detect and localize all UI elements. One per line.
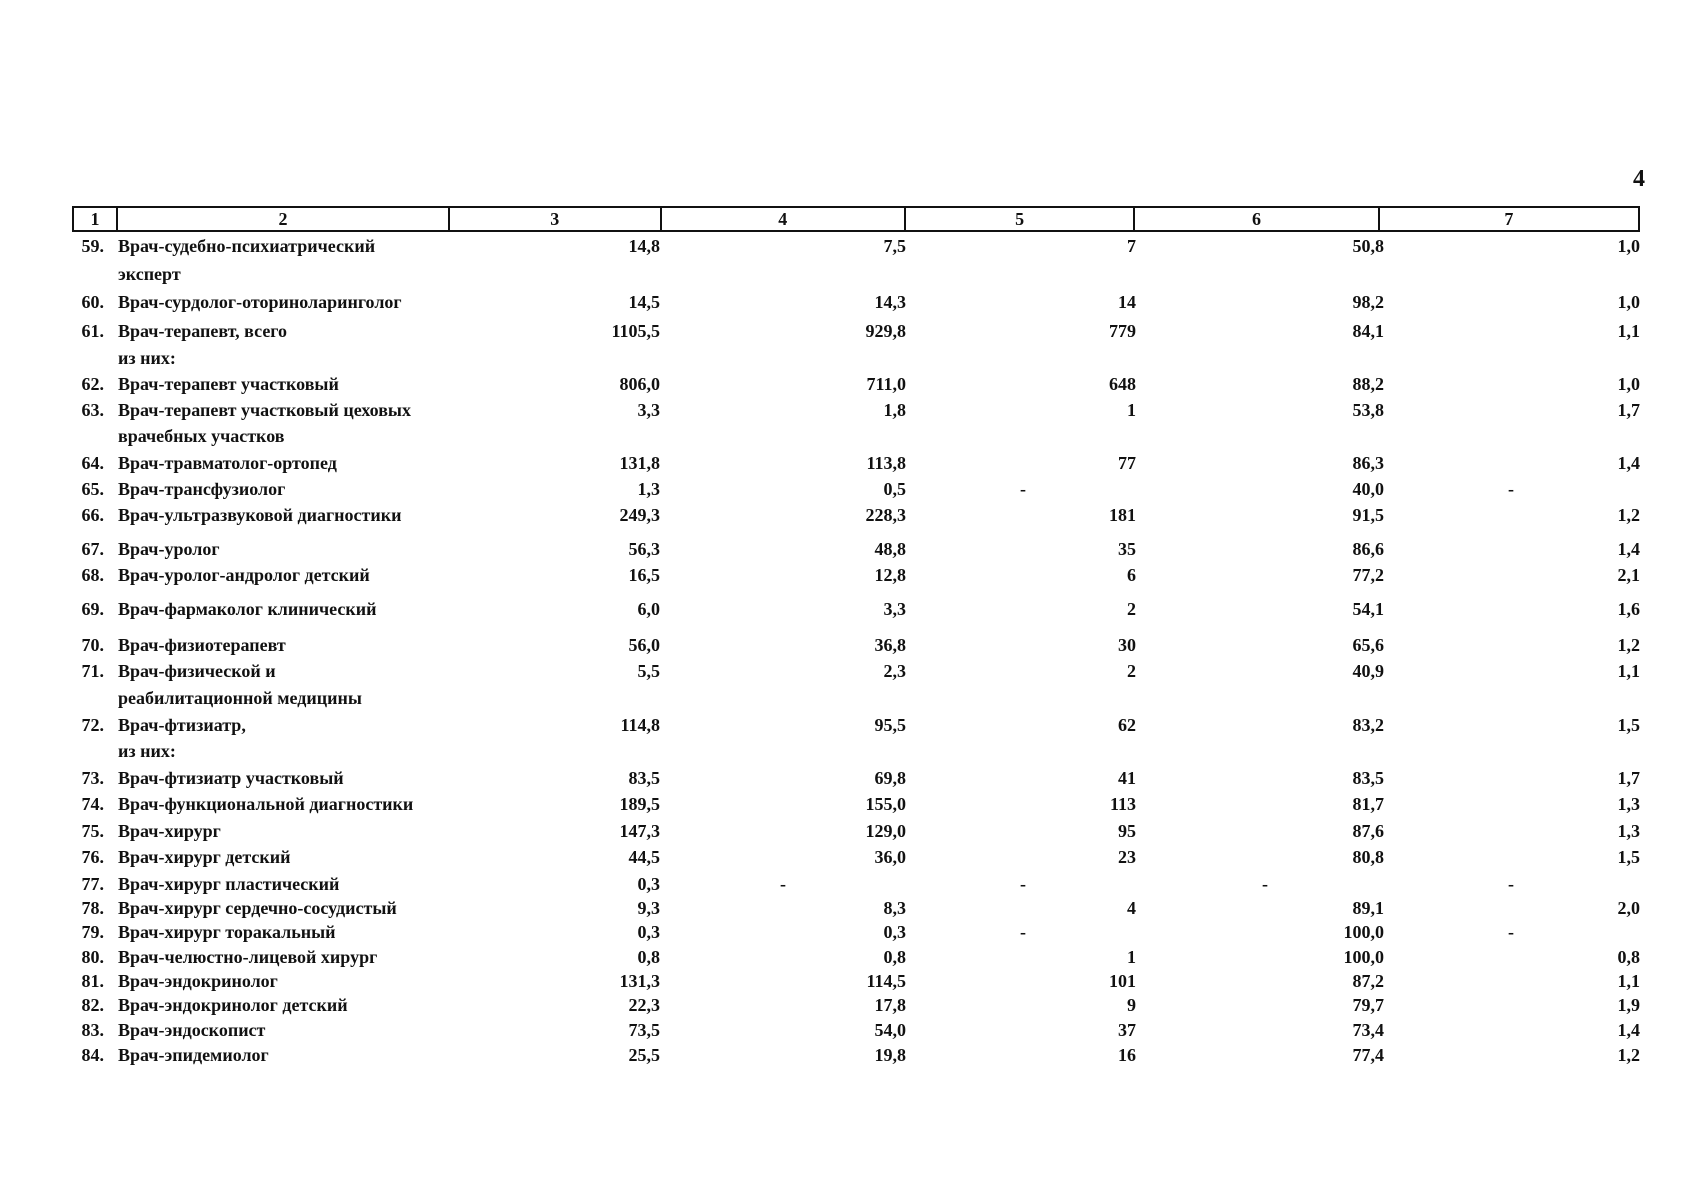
cell-col-7: 1,2 xyxy=(1617,505,1640,525)
cell-col-3: 1,3 xyxy=(637,479,660,499)
row-number: 74. xyxy=(81,794,104,814)
row-name: Врач-судебно-психиатрический xyxy=(118,236,376,256)
row-number: 65. xyxy=(81,479,104,499)
cell-col-6: 89,1 xyxy=(1352,898,1384,918)
cell-col-4: 1,8 xyxy=(883,400,906,420)
row-name: Врач-функциональной диагностики xyxy=(118,794,414,814)
cell-col-4: 0,3 xyxy=(883,922,906,942)
cell-col-6: 100,0 xyxy=(1343,947,1384,967)
row-number: 75. xyxy=(81,821,104,841)
row-number: 62. xyxy=(81,374,104,394)
row-number: 61. xyxy=(81,321,104,341)
row-name: Врач-физической и xyxy=(118,661,276,681)
row-name-continuation: врачебных участков xyxy=(118,426,285,446)
cell-col-4: 12,8 xyxy=(874,565,906,585)
cell-col-6: 100,0 xyxy=(1343,922,1384,942)
cell-col-3: 131,3 xyxy=(619,971,660,991)
cell-col-7: 1,0 xyxy=(1617,374,1640,394)
cell-col-5: 62 xyxy=(1118,715,1136,735)
cell-col-6: 40,0 xyxy=(1352,479,1384,499)
cell-col-3: 16,5 xyxy=(628,565,660,585)
cell-col-5: 6 xyxy=(1127,565,1136,585)
cell-col-4: 8,3 xyxy=(883,898,906,918)
cell-col-6: 91,5 xyxy=(1352,505,1384,525)
cell-col-3: 0,3 xyxy=(637,922,660,942)
cell-col-6: 88,2 xyxy=(1352,374,1384,394)
cell-col-7: 1,4 xyxy=(1617,1020,1640,1040)
row-number: 84. xyxy=(81,1045,104,1065)
row-name: Врач-уролог-андролог детский xyxy=(118,565,370,585)
row-number: 79. xyxy=(81,922,104,942)
cell-col-4: 3,3 xyxy=(883,599,906,619)
cell-col-7: 1,7 xyxy=(1617,768,1640,788)
cell-col-3: 114,8 xyxy=(620,715,660,735)
row-number: 64. xyxy=(81,453,104,473)
row-name-continuation: из них: xyxy=(118,348,176,368)
cell-col-6: 79,7 xyxy=(1352,995,1384,1015)
cell-col-3: 147,3 xyxy=(619,821,660,841)
cell-col-3: 3,3 xyxy=(637,400,660,420)
row-number: 60. xyxy=(81,292,104,312)
row-name: Врач-сурдолог-оториноларинголог xyxy=(118,292,402,312)
cell-col-4: 2,3 xyxy=(883,661,906,681)
cell-col-4: 54,0 xyxy=(874,1020,906,1040)
cell-col-4: 48,8 xyxy=(874,539,906,559)
cell-col-7: 0,8 xyxy=(1617,947,1640,967)
cell-col-7: 1,7 xyxy=(1617,400,1640,420)
cell-col-3: 9,3 xyxy=(637,898,660,918)
cell-col-6: 84,1 xyxy=(1352,321,1384,341)
row-name: Врач-фтизиатр, xyxy=(118,715,246,735)
cell-col-3: 44,5 xyxy=(628,847,660,867)
cell-col-5: 23 xyxy=(1118,847,1136,867)
cell-col-6: 86,6 xyxy=(1352,539,1384,559)
row-name: Врач-хирург сердечно-сосудистый xyxy=(118,898,397,918)
row-name: Врач-терапевт участковый цеховых xyxy=(118,400,411,420)
cell-col-5: 101 xyxy=(1109,971,1136,991)
cell-col-6: 83,2 xyxy=(1352,715,1384,735)
row-number: 67. xyxy=(81,539,104,559)
cell-col-5: 2 xyxy=(1127,661,1136,681)
cell-col-4: 0,8 xyxy=(883,947,906,967)
cell-col-4: 929,8 xyxy=(865,321,906,341)
cell-col-6: 80,8 xyxy=(1352,847,1384,867)
cell-col-3: 56,0 xyxy=(628,635,660,655)
cell-col-3: 25,5 xyxy=(628,1045,660,1065)
cell-col-6: 73,4 xyxy=(1352,1020,1384,1040)
cell-col-5: - xyxy=(1020,479,1026,499)
cell-col-5: 16 xyxy=(1118,1045,1136,1065)
row-name: Врач-трансфузиолог xyxy=(118,479,286,499)
row-number: 72. xyxy=(81,715,104,735)
cell-col-7: 1,1 xyxy=(1617,321,1640,341)
cell-col-6: 53,8 xyxy=(1352,400,1384,420)
row-name-continuation: эксперт xyxy=(118,264,181,284)
row-name-continuation: из них: xyxy=(118,741,176,761)
row-name: Врач-эпидемиолог xyxy=(118,1045,269,1065)
row-name: Врач-ультразвуковой диагностики xyxy=(118,505,402,525)
cell-col-3: 83,5 xyxy=(628,768,660,788)
row-name: Врач-хирург детский xyxy=(118,847,291,867)
row-number: 70. xyxy=(81,635,104,655)
cell-col-3: 56,3 xyxy=(628,539,660,559)
row-name: Врач-фармаколог клинический xyxy=(118,599,377,619)
cell-col-7: - xyxy=(1508,874,1514,894)
row-number: 71. xyxy=(81,661,104,681)
cell-col-4: 155,0 xyxy=(865,794,906,814)
header-col-2: 2 xyxy=(118,208,450,230)
cell-col-3: 131,8 xyxy=(619,453,660,473)
cell-col-6: 87,6 xyxy=(1352,821,1384,841)
cell-col-3: 1105,5 xyxy=(611,321,660,341)
cell-col-7: 1,5 xyxy=(1617,715,1640,735)
cell-col-4: 114,5 xyxy=(866,971,906,991)
cell-col-5: 779 xyxy=(1109,321,1136,341)
table-header xyxy=(72,206,1640,232)
cell-col-6: 86,3 xyxy=(1352,453,1384,473)
cell-col-5: 95 xyxy=(1118,821,1136,841)
row-number: 73. xyxy=(81,768,104,788)
cell-col-3: 14,8 xyxy=(628,236,660,256)
cell-col-5: 1 xyxy=(1127,400,1136,420)
row-name: Врач-терапевт, всего xyxy=(118,321,288,341)
row-name: Врач-эндоскопист xyxy=(118,1020,266,1040)
header-col-3: 3 xyxy=(450,208,661,230)
row-number: 68. xyxy=(81,565,104,585)
row-number: 63. xyxy=(81,400,104,420)
row-name: Врач-терапевт участковый xyxy=(118,374,339,394)
cell-col-5: 1 xyxy=(1127,947,1136,967)
cell-col-7: 2,0 xyxy=(1617,898,1640,918)
row-number: 83. xyxy=(81,1020,104,1040)
page-number: 4 xyxy=(1633,166,1645,192)
cell-col-5: 14 xyxy=(1118,292,1136,312)
row-name: Врач-эндокринолог xyxy=(118,971,278,991)
cell-col-7: 1,1 xyxy=(1617,661,1640,681)
cell-col-4: - xyxy=(780,874,786,894)
cell-col-5: 648 xyxy=(1109,374,1136,394)
cell-col-5: 113 xyxy=(1109,794,1136,814)
header-col-1: 1 xyxy=(74,208,118,230)
row-name: Врач-травматолог-ортопед xyxy=(118,453,337,473)
row-number: 77. xyxy=(81,874,104,894)
cell-col-7: 1,4 xyxy=(1617,539,1640,559)
cell-col-4: 113,8 xyxy=(866,453,906,473)
cell-col-4: 19,8 xyxy=(874,1045,906,1065)
cell-col-5: - xyxy=(1020,874,1026,894)
row-number: 81. xyxy=(81,971,104,991)
cell-col-3: 6,0 xyxy=(637,599,660,619)
cell-col-5: 2 xyxy=(1127,599,1136,619)
cell-col-5: 35 xyxy=(1118,539,1136,559)
cell-col-3: 189,5 xyxy=(619,794,660,814)
row-name-continuation: реабилитационной медицины xyxy=(118,688,362,708)
cell-col-4: 14,3 xyxy=(874,292,906,312)
row-number: 69. xyxy=(81,599,104,619)
cell-col-4: 7,5 xyxy=(883,236,906,256)
cell-col-6: - xyxy=(1262,874,1268,894)
cell-col-4: 129,0 xyxy=(865,821,906,841)
cell-col-3: 806,0 xyxy=(619,374,660,394)
cell-col-7: 1,2 xyxy=(1617,635,1640,655)
cell-col-7: 1,6 xyxy=(1617,599,1640,619)
cell-col-5: 7 xyxy=(1127,236,1136,256)
cell-col-6: 83,5 xyxy=(1352,768,1384,788)
cell-col-4: 95,5 xyxy=(874,715,906,735)
row-name: Врач-хирург пластический xyxy=(118,874,340,894)
row-name: Врач-челюстно-лицевой хирург xyxy=(118,947,378,967)
cell-col-3: 5,5 xyxy=(637,661,660,681)
cell-col-7: 1,2 xyxy=(1617,1045,1640,1065)
cell-col-3: 22,3 xyxy=(628,995,660,1015)
cell-col-4: 36,8 xyxy=(874,635,906,655)
cell-col-6: 65,6 xyxy=(1352,635,1384,655)
cell-col-5: 9 xyxy=(1127,995,1136,1015)
header-col-7: 7 xyxy=(1504,209,1514,229)
cell-col-6: 87,2 xyxy=(1352,971,1384,991)
cell-col-7: 1,5 xyxy=(1617,847,1640,867)
cell-col-5: - xyxy=(1020,922,1026,942)
cell-col-4: 228,3 xyxy=(865,505,906,525)
cell-col-7: - xyxy=(1508,922,1514,942)
cell-col-6: 54,1 xyxy=(1352,599,1384,619)
cell-col-6: 40,9 xyxy=(1352,661,1384,681)
cell-col-4: 69,8 xyxy=(874,768,906,788)
cell-col-5: 30 xyxy=(1118,635,1136,655)
row-name: Врач-хирург xyxy=(118,821,221,841)
cell-col-7: 1,1 xyxy=(1617,971,1640,991)
cell-col-7: 1,9 xyxy=(1617,995,1640,1015)
cell-col-7: 1,3 xyxy=(1617,821,1640,841)
row-number: 76. xyxy=(81,847,104,867)
cell-col-3: 249,3 xyxy=(619,505,660,525)
cell-col-6: 50,8 xyxy=(1352,236,1384,256)
cell-col-4: 711,0 xyxy=(866,374,906,394)
cell-col-7: 2,1 xyxy=(1617,565,1640,585)
row-name: Врач-уролог xyxy=(118,539,220,559)
row-number: 80. xyxy=(81,947,104,967)
row-number: 82. xyxy=(81,995,104,1015)
cell-col-5: 37 xyxy=(1118,1020,1136,1040)
cell-col-4: 0,5 xyxy=(883,479,906,499)
cell-col-3: 0,3 xyxy=(637,874,660,894)
cell-col-7: 1,4 xyxy=(1617,453,1640,473)
row-number: 59. xyxy=(81,236,104,256)
cell-col-3: 14,5 xyxy=(628,292,660,312)
row-number: 78. xyxy=(81,898,104,918)
header-col-6: 6 xyxy=(1135,208,1379,230)
header-col-4: 4 xyxy=(662,208,906,230)
cell-col-7: - xyxy=(1508,479,1514,499)
cell-col-4: 36,0 xyxy=(874,847,906,867)
cell-col-5: 181 xyxy=(1109,505,1136,525)
cell-col-5: 77 xyxy=(1118,453,1136,473)
cell-col-7: 1,0 xyxy=(1617,236,1640,256)
row-name: Врач-хирург торакальный xyxy=(118,922,336,942)
cell-col-3: 73,5 xyxy=(628,1020,660,1040)
row-name: Врач-эндокринолог детский xyxy=(118,995,348,1015)
cell-col-5: 41 xyxy=(1118,768,1136,788)
cell-col-7: 1,0 xyxy=(1617,292,1640,312)
cell-col-6: 77,4 xyxy=(1352,1045,1384,1065)
cell-col-3: 0,8 xyxy=(637,947,660,967)
header-col-5: 5 xyxy=(906,208,1135,230)
cell-col-6: 81,7 xyxy=(1352,794,1384,814)
row-number: 66. xyxy=(81,505,104,525)
cell-col-7: 1,3 xyxy=(1617,794,1640,814)
cell-col-6: 77,2 xyxy=(1352,565,1384,585)
row-name: Врач-фтизиатр участковый xyxy=(118,768,344,788)
cell-col-6: 98,2 xyxy=(1352,292,1384,312)
row-name: Врач-физиотерапевт xyxy=(118,635,286,655)
cell-col-5: 4 xyxy=(1127,898,1136,918)
cell-col-4: 17,8 xyxy=(874,995,906,1015)
